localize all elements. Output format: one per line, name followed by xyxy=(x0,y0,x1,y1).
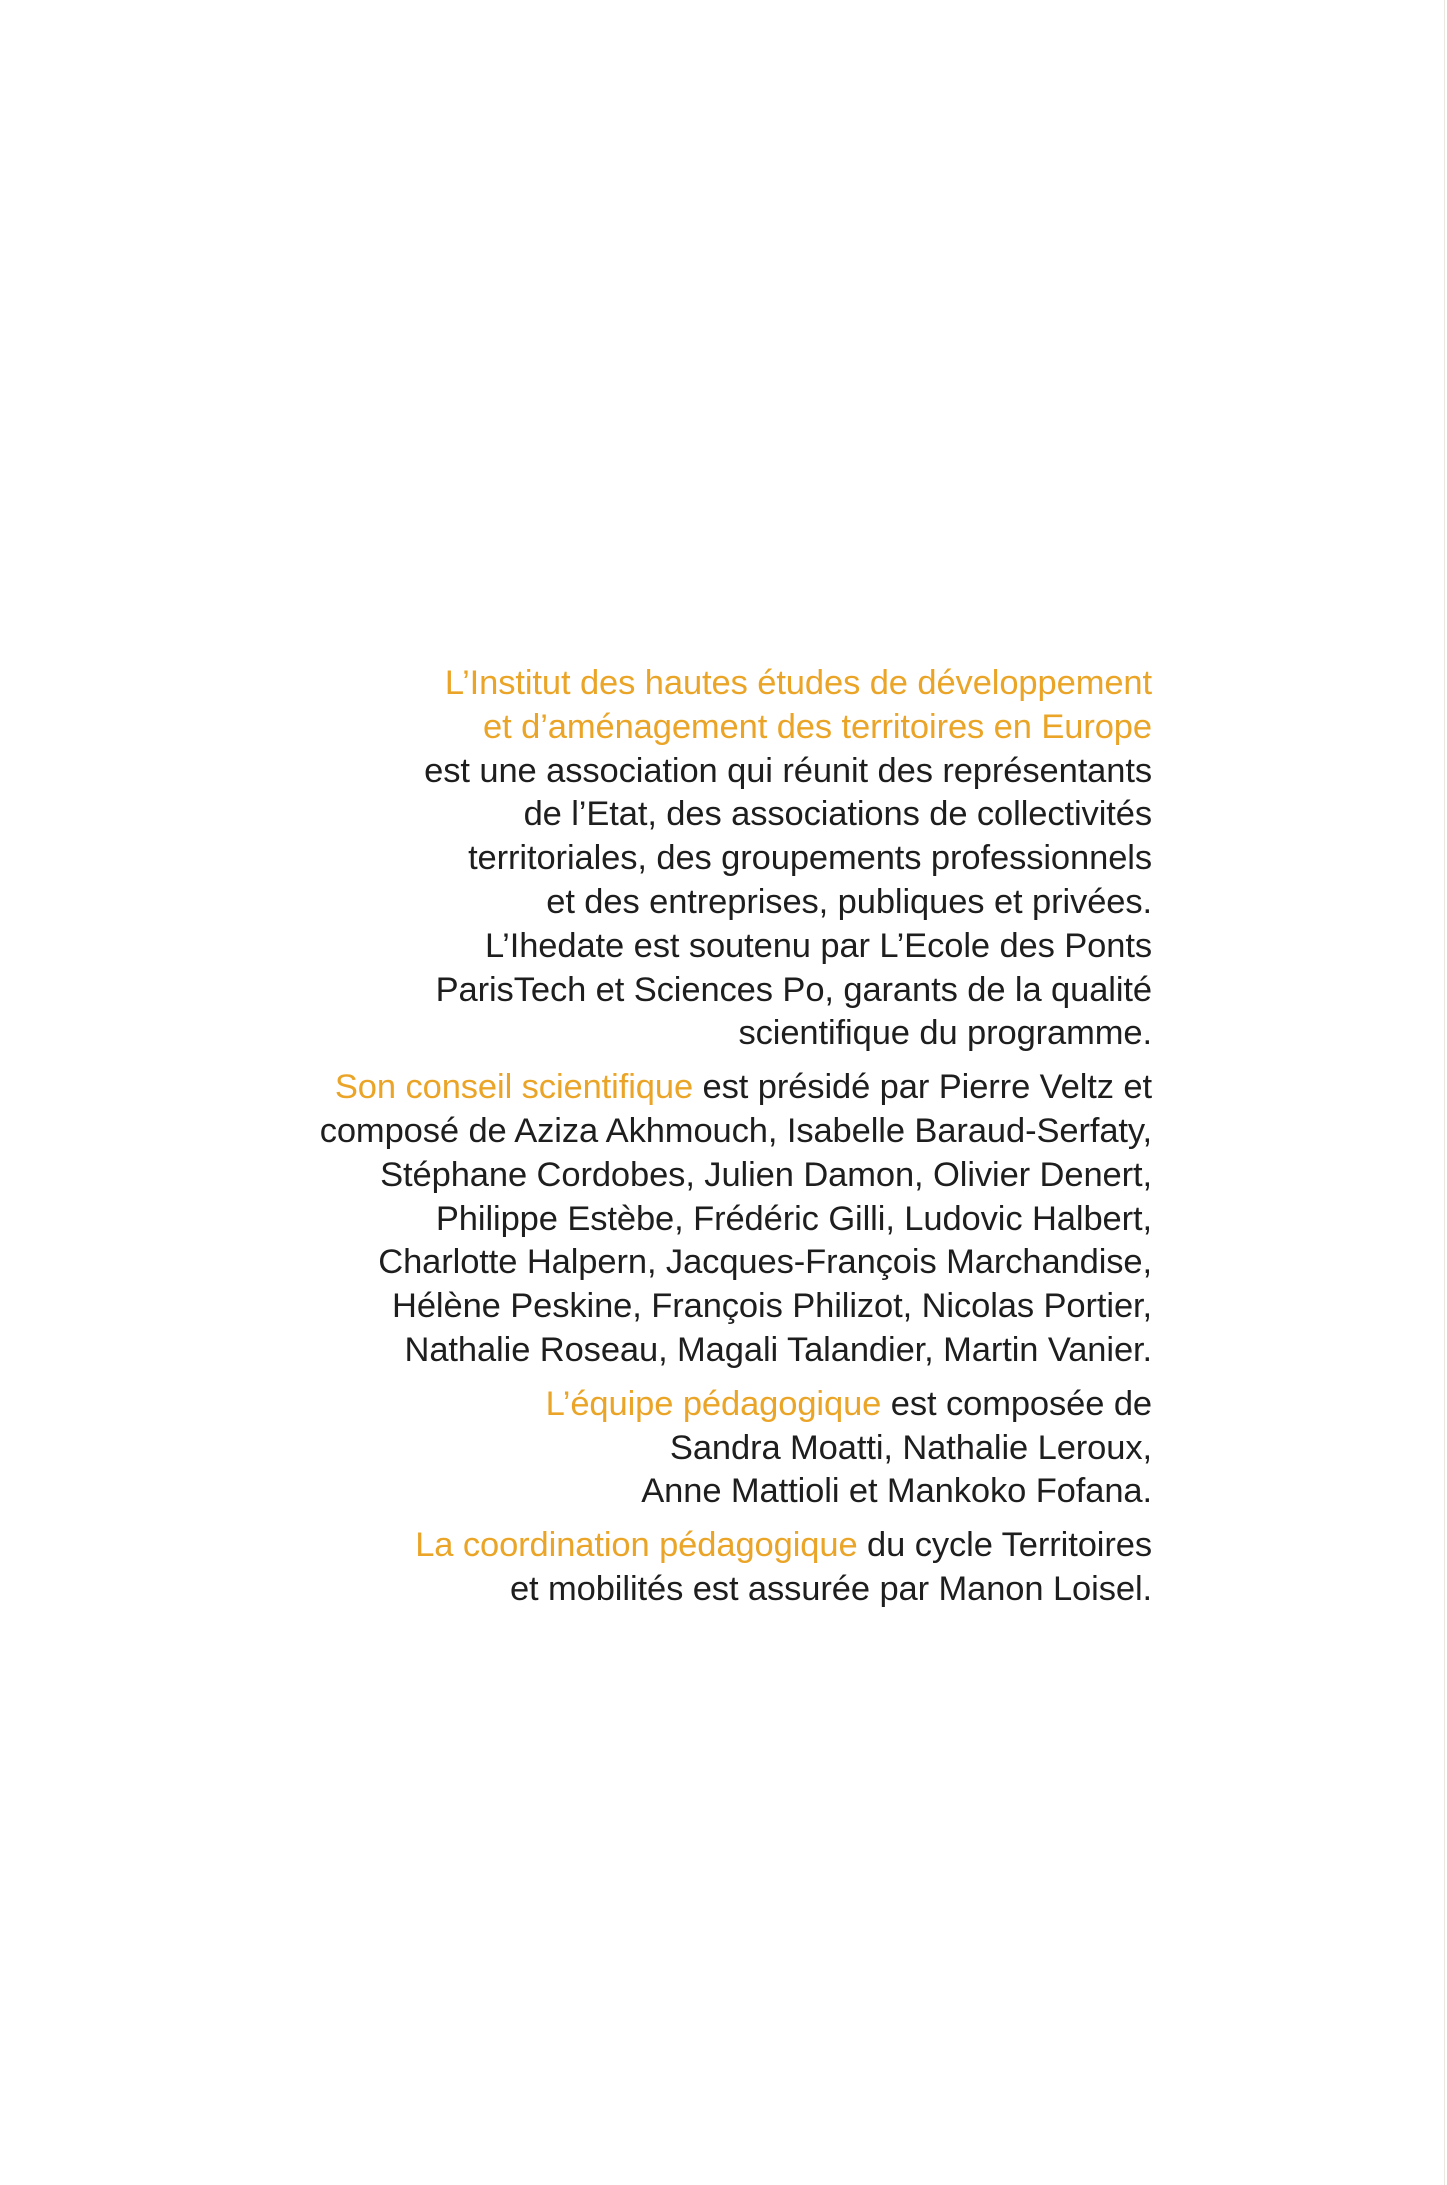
text-line xyxy=(200,1012,1152,1056)
paragraph-scientific-council xyxy=(200,1066,1152,1373)
highlighted-text: L’équipe pédagogique xyxy=(545,1384,882,1423)
text-line xyxy=(200,1383,1152,1427)
body-text: Stéphane Cordobes, Julien Damon, Olivier Denert, xyxy=(380,1155,1152,1194)
body-text: est composée de xyxy=(881,1384,1152,1423)
body-text: et des entreprises, publiques et privées. xyxy=(546,882,1152,921)
text-line xyxy=(200,1285,1152,1329)
page-edge-line xyxy=(1444,0,1445,2185)
body-text: Nathalie Roseau, Magali Talandier, Martin Vanier. xyxy=(404,1330,1152,1369)
text-line xyxy=(200,1470,1152,1514)
text-line xyxy=(200,1329,1152,1373)
text-line xyxy=(200,1066,1152,1110)
text-line xyxy=(200,706,1152,750)
text-line xyxy=(200,969,1152,1013)
body-text: est une association qui réunit des représentants xyxy=(424,751,1152,790)
text-line xyxy=(200,925,1152,969)
highlighted-text: La coordination pédagogique xyxy=(415,1526,858,1565)
body-text: Charlotte Halpern, Jacques-François Marchandise, xyxy=(378,1243,1152,1282)
body-text: est présidé par Pierre Veltz et xyxy=(693,1068,1152,1107)
text-line xyxy=(200,881,1152,925)
body-text: ParisTech et Sciences Po, garants de la qualité xyxy=(435,970,1152,1009)
text-line xyxy=(200,1110,1152,1154)
text-line xyxy=(200,1524,1152,1568)
text-line xyxy=(200,1154,1152,1198)
highlighted-text: L’Institut des hautes études de développement xyxy=(444,664,1152,702)
text-line xyxy=(200,1568,1152,1612)
paragraph-institute xyxy=(200,662,1152,1056)
body-text: territoriales, des groupements professionnels xyxy=(468,839,1152,878)
body-text: Sandra Moatti, Nathalie Leroux, xyxy=(669,1428,1152,1467)
paragraph-coordination xyxy=(200,1524,1152,1612)
text-line xyxy=(200,1427,1152,1471)
text-line xyxy=(200,662,1152,706)
highlighted-text: et d’aménagement des territoires en Europe xyxy=(483,707,1152,746)
body-text: composé de Aziza Akhmouch, Isabelle Baraud-Serfaty, xyxy=(319,1111,1152,1150)
text-line xyxy=(200,1198,1152,1242)
colophon-text-block xyxy=(200,662,1152,1622)
body-text: Anne Mattioli et Mankoko Fofana. xyxy=(641,1472,1152,1511)
body-text: et mobilités est assurée par Manon Loisel. xyxy=(509,1569,1152,1608)
paragraph-teaching-team xyxy=(200,1383,1152,1514)
body-text: du cycle Territoires xyxy=(857,1526,1152,1565)
body-text: Hélène Peskine, François Philizot, Nicolas Portier, xyxy=(392,1287,1152,1326)
text-line xyxy=(200,750,1152,794)
body-text: Philippe Estèbe, Frédéric Gilli, Ludovic Halbert, xyxy=(435,1199,1152,1238)
body-text: scientifique du programme. xyxy=(738,1014,1152,1053)
text-line xyxy=(200,1241,1152,1285)
highlighted-text: Son conseil scientifique xyxy=(334,1068,694,1107)
body-text: de l’Etat, des associations de collectivités xyxy=(523,795,1152,834)
body-text: L’Ihedate est soutenu par L’Ecole des Ponts xyxy=(484,926,1152,965)
text-line xyxy=(200,837,1152,881)
text-line xyxy=(200,793,1152,837)
